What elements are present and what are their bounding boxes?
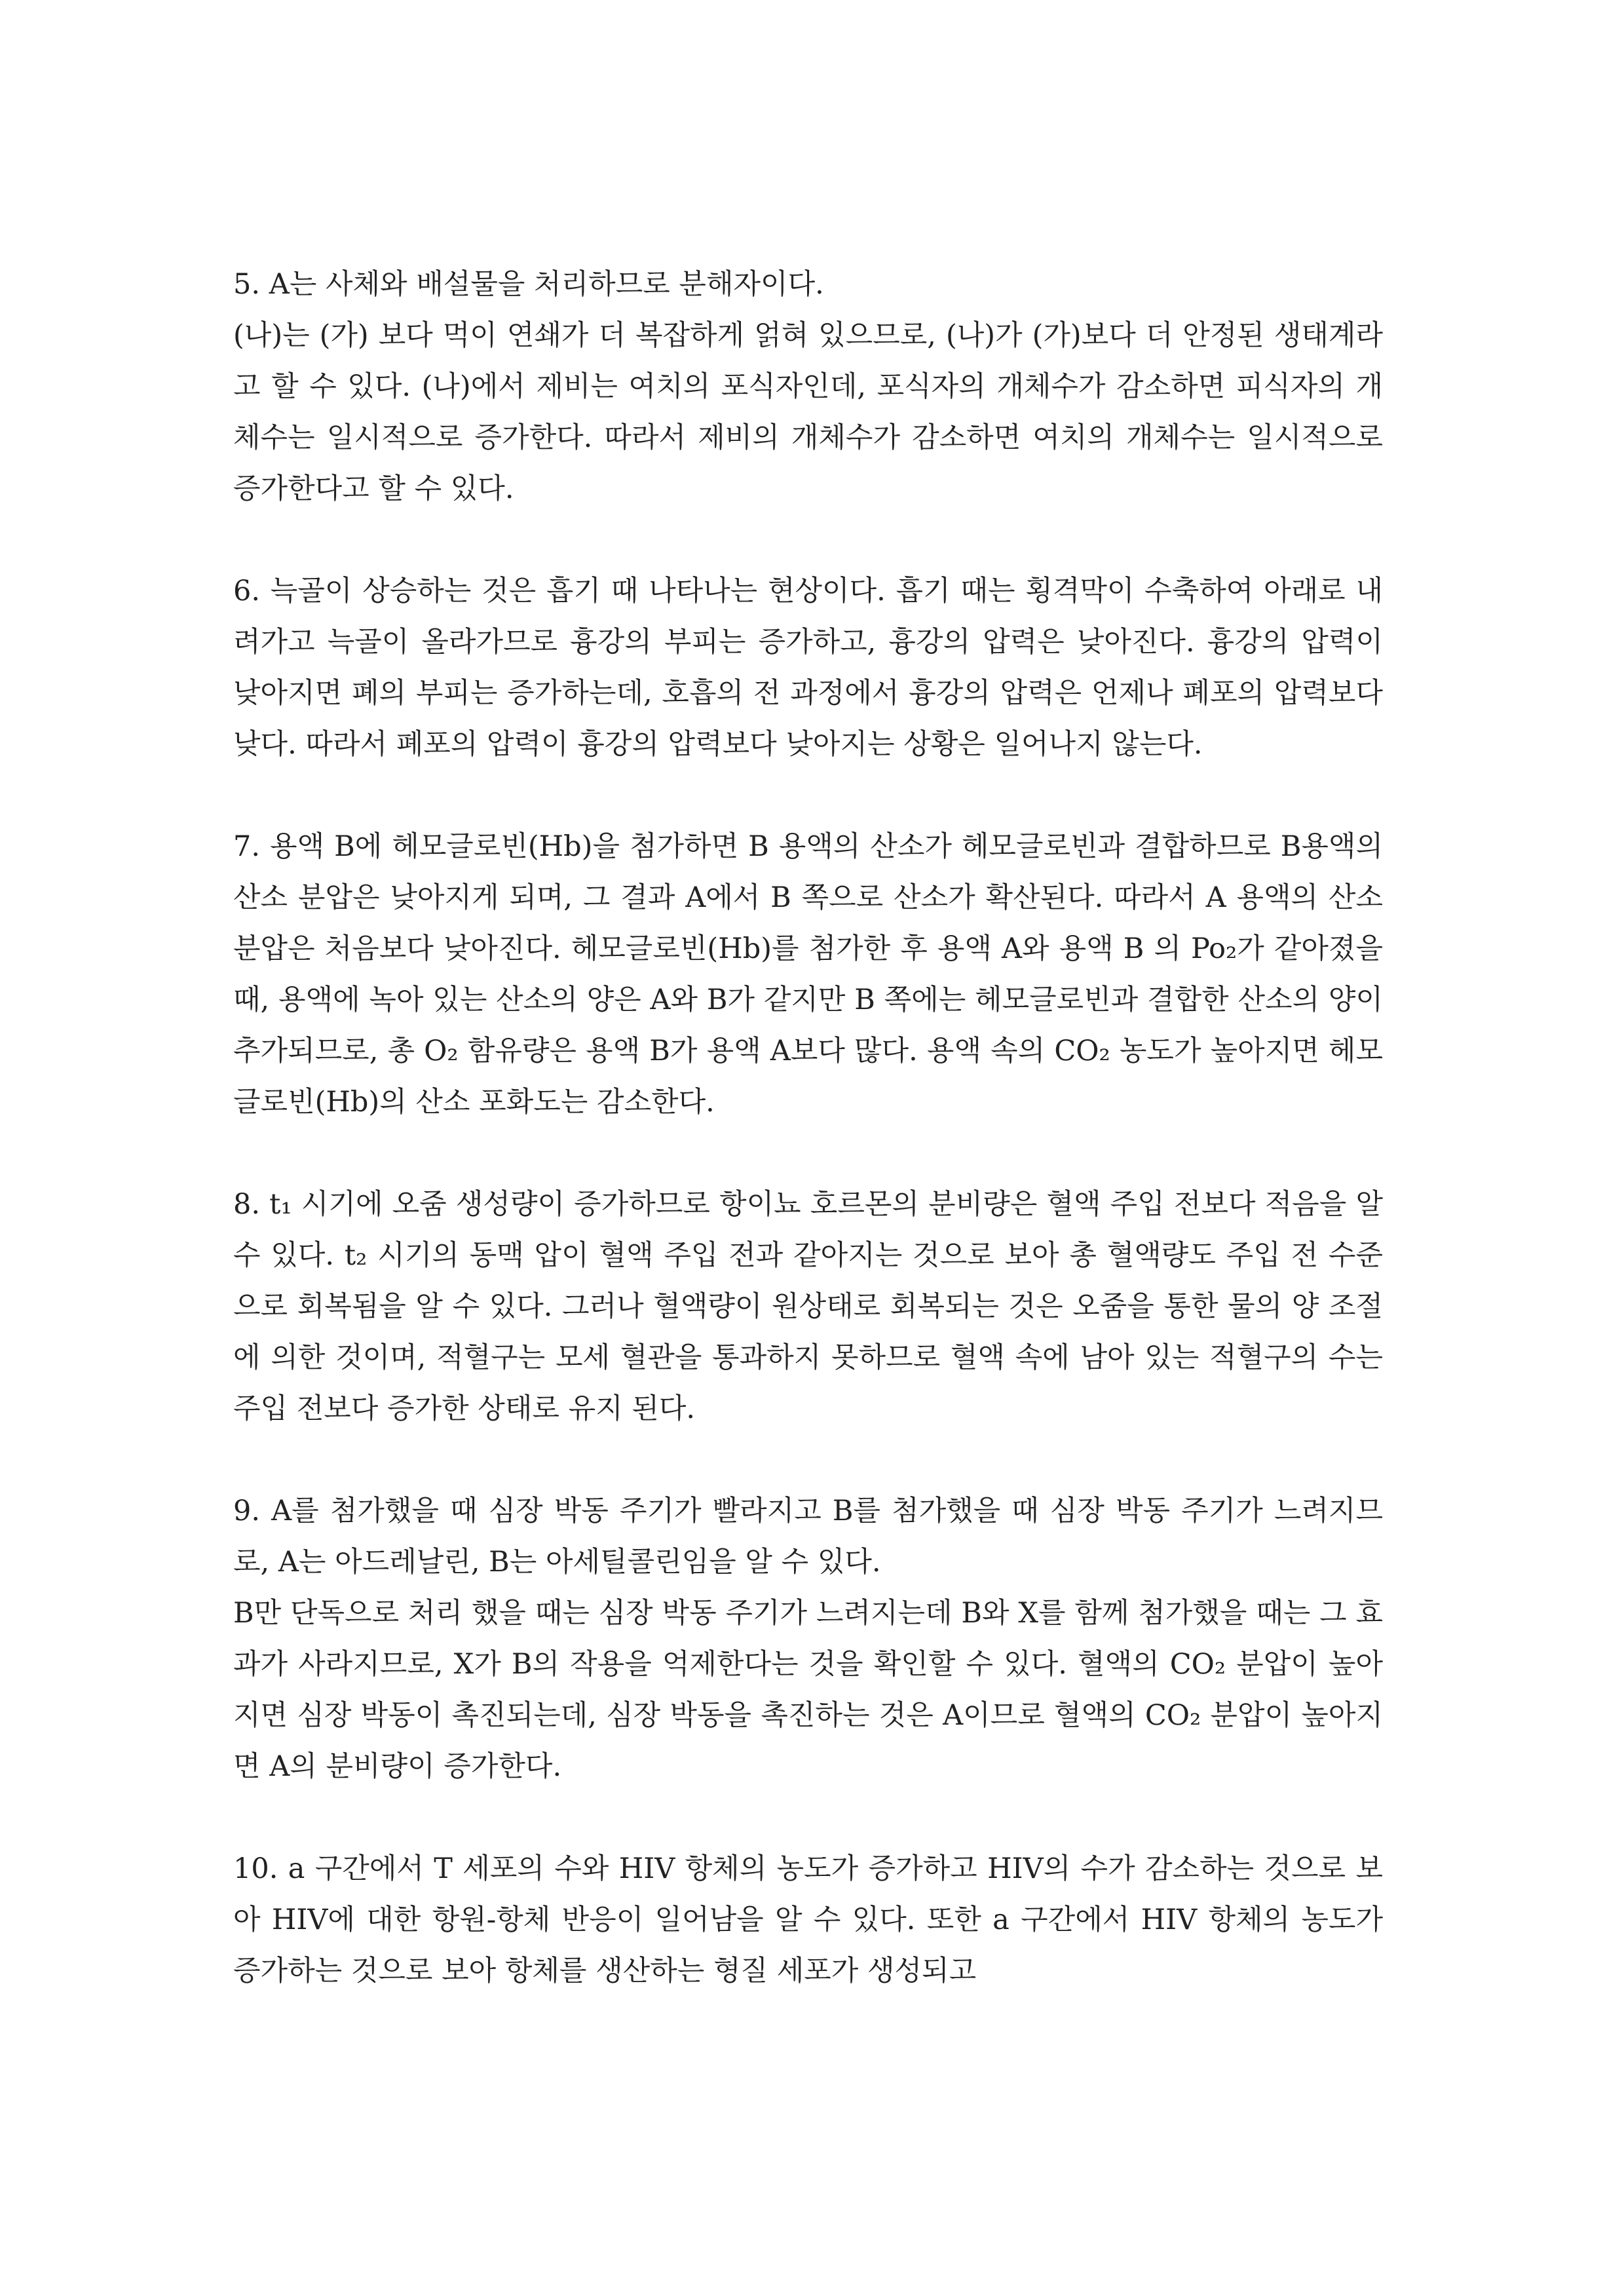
explanation-6-body: 6. 늑골이 상승하는 것은 흡기 때 나타나는 현상이다. 흡기 때는 횡격막이 수축하여 아래로 내려가고 늑골이 올라가므로 흉강의 부피는 증가하고, 흉강의 압력은 낮아진다. 흉강의 압력이 낮아지면 폐의 부피는 증가하는데, 호흡의 전 과정에서 흉강의 압력은 언제나 폐포의 압력보다 낮다. 따라서 폐포의 압력이 흉강의 압력보다 낮아지는 상황은 일어나지 않는다. [233, 575, 1383, 761]
explanation-10-body: 10. a 구간에서 T 세포의 수와 HIV 항체의 농도가 증가하고 HIV의 수가 감소하는 것으로 보아 HIV에 대한 항원-항체 반응이 일어남을 알 수 있다. 또한 a 구간에서 HIV 항체의 농도가 증가하는 것으로 보아 항체를 생산하는 형질 세포가 생성되고 [233, 1852, 1383, 1987]
explanation-8 [233, 1179, 1383, 1434]
explanation-8-body: 8. t₁ 시기에 오줌 생성량이 증가하므로 항이뇨 호르몬의 분비량은 혈액 주입 전보다 적음을 알 수 있다. t₂ 시기의 동맥 압이 혈액 주입 전과 같아지는 것으로 보아 총 혈액량도 주입 전 수준으로 회복됨을 알 수 있다. 그러나 혈액량이 원상태로 회복되는 것은 오줌을 통한 물의 양 조절에 의한 것이며, 적혈구는 모세 혈관을 통과하지 못하므로 혈액 속에 남아 있는 적혈구의 수는 주입 전보다 증가한 상태로 유지 된다. [233, 1188, 1383, 1425]
explanation-5-line-1: 5. A는 사체와 배설물을 처리하므로 분해자이다. [233, 268, 824, 301]
explanation-7-body: 7. 용액 B에 헤모글로빈(Hb)을 첨가하면 B 용액의 산소가 헤모글로빈과 결합하므로 B용액의 산소 분압은 낮아지게 되며, 그 결과 A에서 B 쪽으로 산소가 확산된다. 따라서 A 용액의 산소 분압은 처음보다 낮아진다. 헤모글로빈(Hb)를 첨가한 후 용액 A와 용액 B 의 Po₂가 같아졌을 때, 용액에 녹아 있는 산소의 양은 A와 B가 같지만 B 쪽에는 헤모글로빈과 결합한 산소의 양이 추가되므로, 총 O₂ 함유량은 용액 B가 용액 A보다 많다. 용액 속의 CO₂ 농도가 높아지면 헤모글로빈(Hb)의 산소 포화도는 감소한다. [233, 830, 1383, 1119]
explanation-9-body: B만 단독으로 처리 했을 때는 심장 박동 주기가 느려지는데 B와 X를 함께 첨가했을 때는 그 효과가 사라지므로, X가 B의 작용을 억제한다는 것을 확인할 수 있다. 혈액의 CO₂ 분압이 높아지면 심장 박동이 촉진되는데, 심장 박동을 촉진하는 것은 A이므로 혈액의 CO₂ 분압이 높아지면 A의 분비량이 증가한다. [233, 1597, 1383, 1783]
explanation-5-body: (나)는 (가) 보다 먹이 연쇄가 더 복잡하게 얽혀 있으므로, (나)가 (가)보다 더 안정된 생태계라고 할 수 있다. (나)에서 제비는 여치의 포식자인데, 포식자의 개체수가 감소하면 피식자의 개체수는 일시적으로 증가한다. 따라서 제비의 개체수가 감소하면 여치의 개체수는 일시적으로 증가한다고 할 수 있다. [233, 319, 1383, 505]
explanation-9-line-1: 9. A를 첨가했을 때 심장 박동 주기가 빨라지고 B를 첨가했을 때 심장 박동 주기가 느려지므로, A는 아드레날린, B는 아세틸콜린임을 알 수 있다. [233, 1495, 1384, 1578]
explanation-5 [233, 259, 1383, 514]
explanation-7 [233, 821, 1383, 1128]
explanation-6 [233, 565, 1383, 770]
explanation-10 [233, 1843, 1383, 1997]
explanation-9 [233, 1485, 1383, 1792]
answer-explanations [233, 259, 1383, 2048]
